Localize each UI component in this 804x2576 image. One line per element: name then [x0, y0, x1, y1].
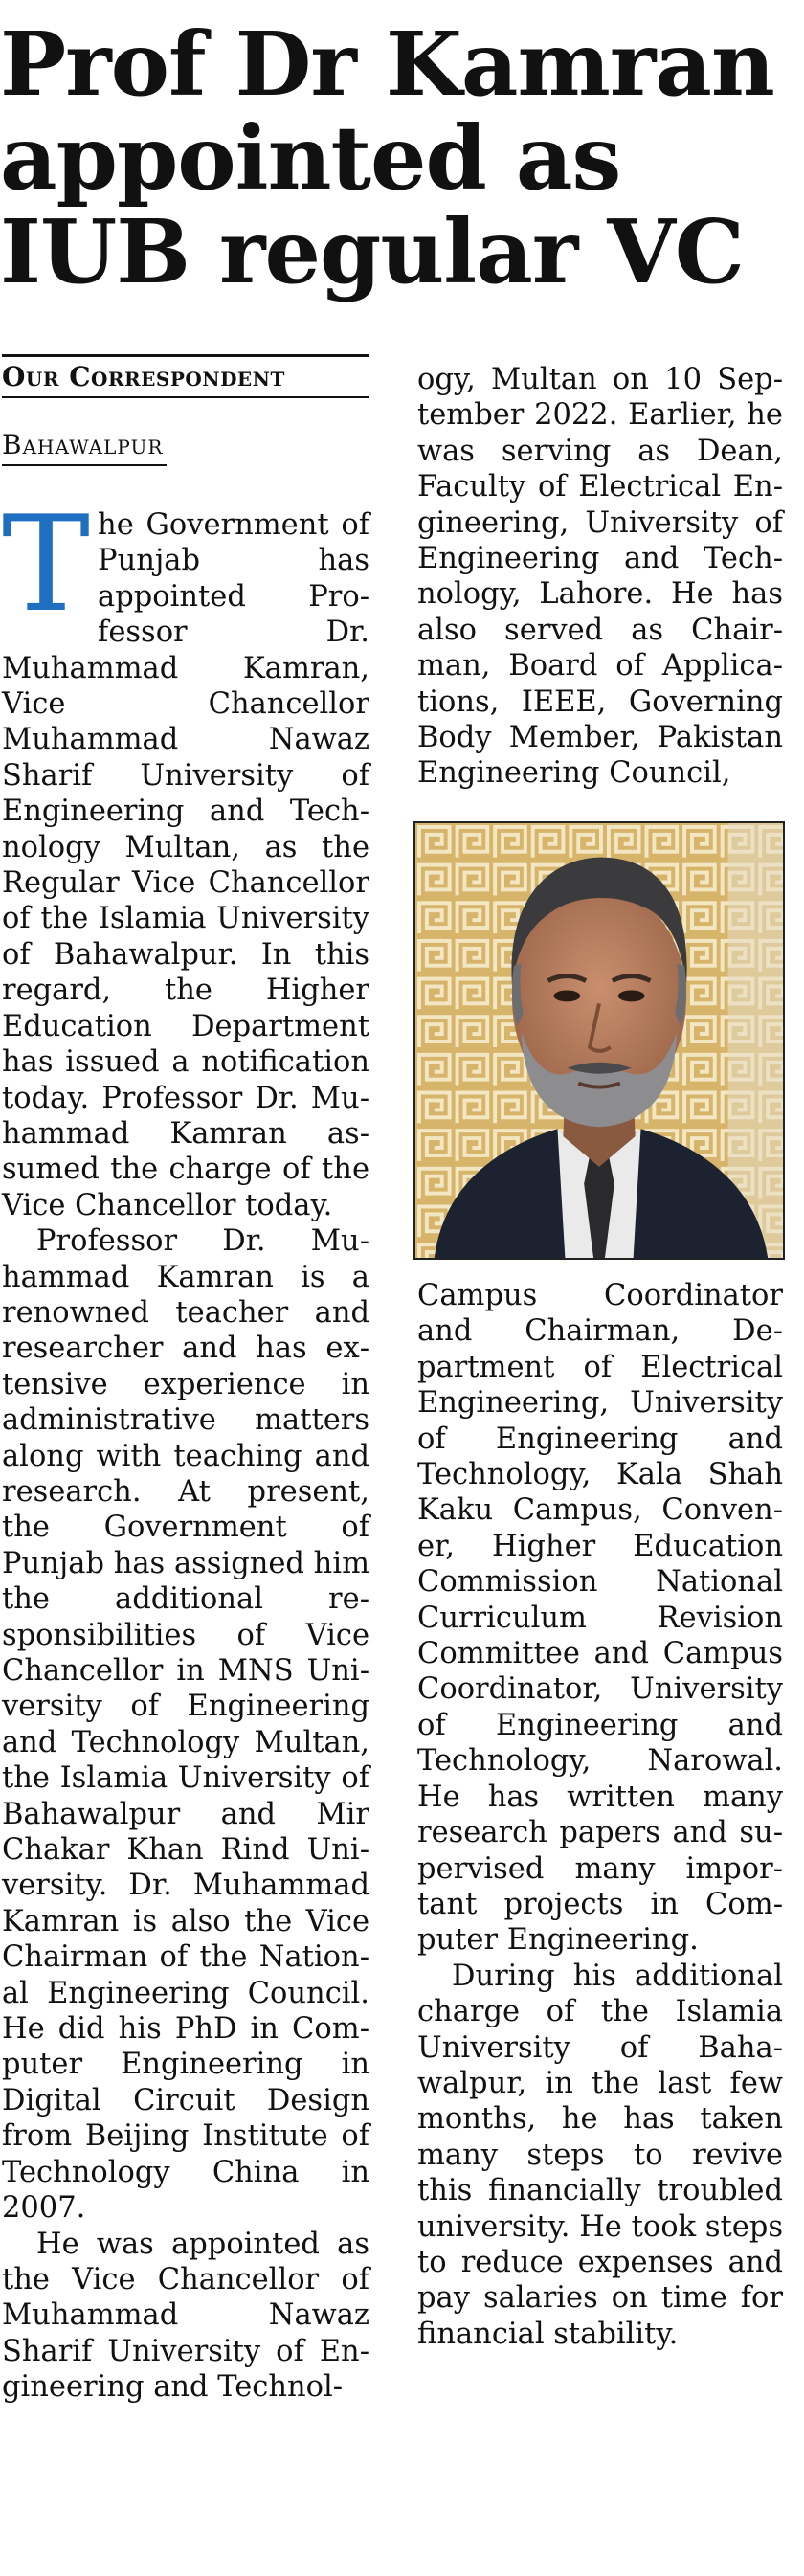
- headline-line-1: Prof Dr Kamran: [0, 12, 774, 116]
- headline-line-2: appointed as: [0, 106, 621, 210]
- byline: Our Correspondent: [2, 354, 369, 398]
- paragraph-1-text: he Government of Punjab has appointed Professor Dr. Muhammad Kamran, Vice Chancellor Muhammad Nawaz Sharif University of Engineering and Technology Multan, as the Regular Vice Chancellor of the Islamia University of Bahawalpur. In this regard, the Higher Education Department has issued a notification today. Professor Dr. Muhammad Kamran assumed the charge of the Vice Chancellor today.: [2, 508, 369, 1222]
- paragraph-1: [2, 487, 369, 1223]
- paragraph-3-continued: ogy, Multan on 10 September 2022. Earlier, he was serving as Dean, Faculty of Electrical Engineering, University of Engineering and Technology, Lahore. He has also served as Chairman, Board of Applications, IEEE, Governing Body Member, Pakistan Engineering Council,: [417, 363, 783, 791]
- headline-line-3: IUB regular VC: [0, 200, 744, 303]
- portrait-photo: [413, 821, 785, 1260]
- article-column-2-bottom: [417, 1278, 783, 2352]
- headline: [0, 12, 804, 303]
- dateline: Bahawalpur: [2, 429, 167, 466]
- paragraph-3: He was appointed as the Vice Chancellor of Muhammad Nawaz Sharif University of Engineering and Technol-: [2, 2227, 369, 2405]
- paragraph-3-continued-2: Campus Coordinator and Chairman, Department of Electrical Engineering, University of Engineering and Technology, Kala Shah Kaku Campus, Convener, Higher Education Commission National Curriculum Revision Committee and Campus Coordinator, University of Engineering and Technology, Narowal. He has written many research papers and supervised many important projects in Computer Engineering.: [417, 1279, 783, 1958]
- paragraph-4: During his additional charge of the Islamia University of Bahawalpur, in the last few months, he has taken many steps to revive this financially troubled university. He took steps to reduce expenses and pay salaries on time for financial stability.: [417, 1959, 783, 2351]
- drop-cap: T: [2, 487, 91, 641]
- portrait-illustration: [415, 823, 783, 1258]
- article-column-1: [2, 487, 369, 2406]
- article-column-2-top: [417, 362, 783, 792]
- paragraph-2: Professor Dr. Muhammad Kamran is a renowned teacher and researcher and has extensive experience in administrative matters along with teaching and research. At present, the Government of Punjab has assigned him the additional responsibilities of Vice Chancellor in MNS University of Engineering and Technology Multan, the Islamia University of Bahawalpur and Mir Chakar Khan Rind University. Dr. Muhammad Kamran is also the Vice Chairman of the National Engineering Council. He did his PhD in Computer Engineering in Digital Circuit Design from Beijing Institute of Technology China in 2007.: [2, 1224, 369, 2226]
